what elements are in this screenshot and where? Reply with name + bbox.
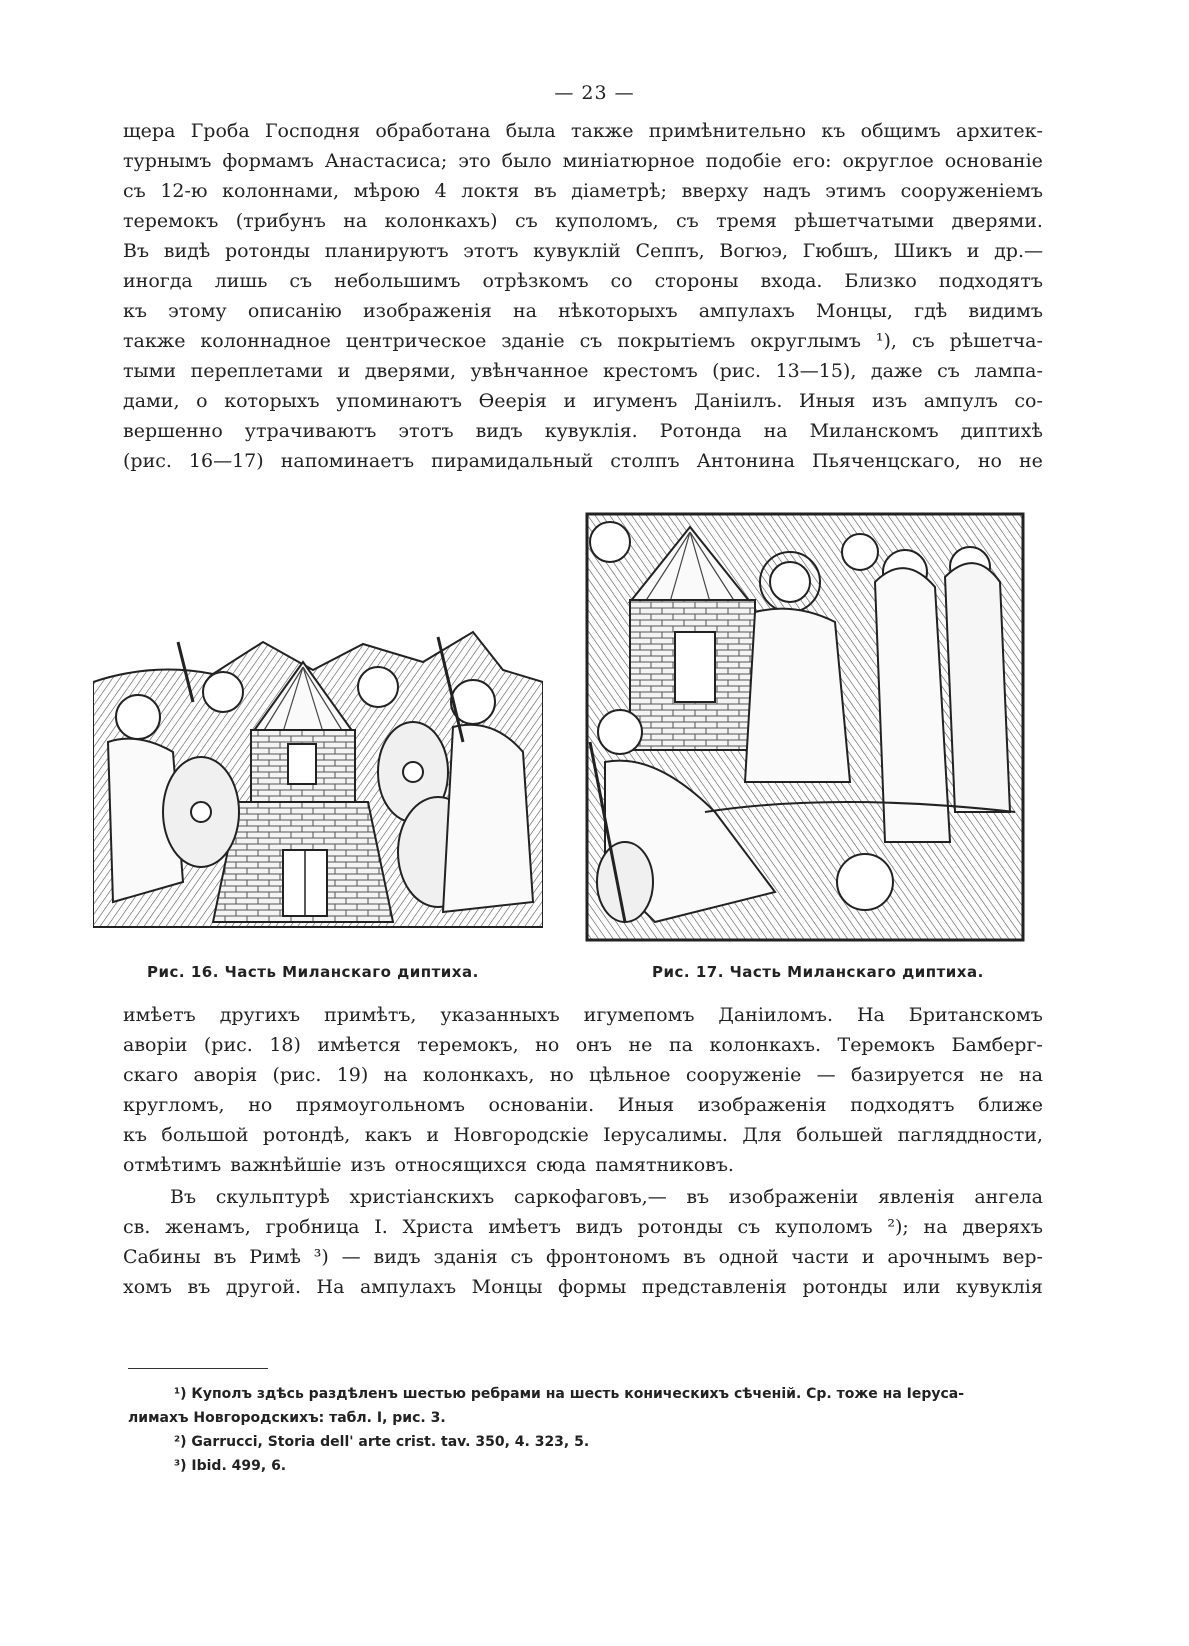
- footnote-separator: [128, 1368, 268, 1369]
- figure-16-caption: Рис. 16. Часть Миланскаго диптиха.: [147, 963, 479, 981]
- footnotes: [128, 1382, 1043, 1478]
- text-line: кругломъ, но прямоугольномъ основаніи. Иныя изображенія подходятъ ближе: [123, 1094, 1043, 1116]
- footnote-1-line-1: ¹) Куполъ здѣсь раздѣленъ шестью ребрами на шесть коническихъ сѣченій. Ср. тоже на Іерусa-: [174, 1386, 965, 1402]
- page-number: — 23 —: [554, 82, 635, 104]
- text-line: съ 12-ю колоннами, мѣрою 4 локтя въ діаметрѣ; вверху надъ этимъ сооруженіемъ: [123, 180, 1043, 202]
- text-line: Въ видѣ ротонды планируютъ этотъ кувуклій Сеппъ, Вогюэ, Гюбшъ, Шикъ и др.—: [123, 240, 1043, 262]
- text-line: св. женамъ, гробница І. Христа имѣетъ видъ ротонды съ куполомъ ²); на дверяхъ: [123, 1216, 1043, 1238]
- text-line: хомъ въ другой. На ампулахъ Монцы формы представленія ротонды или кувуклія: [123, 1276, 1043, 1298]
- text-line: къ этому описанію изображенія на нѣкоторыхъ ампулахъ Монцы, гдѣ видимъ: [123, 300, 1043, 322]
- text-line: дами, о которыхъ упоминаютъ Ѳеерія и игуменъ Даніилъ. Иныя изъ ампулъ со-: [123, 390, 1043, 412]
- text-line: скаго аворія (рис. 19) на колонкахъ, но цѣльное сооруженіе — базируется не на: [123, 1064, 1043, 1086]
- text-line: теремокъ (трибунъ на колонкахъ) съ куполомъ, съ тремя рѣшетчатыми дверями.: [123, 210, 1043, 232]
- text-line: Въ скульптурѣ христіанскихъ саркофаговъ,— въ изображеніи явленія ангела: [170, 1186, 1043, 1208]
- last-paragraph: [123, 1182, 1043, 1302]
- text-line: (рис. 16—17) напоминаетъ пирамидальный столпъ Антонина Пьяченцскаго, но не: [123, 450, 1043, 472]
- text-line: иногда лишь съ небольшимъ отрѣзкомъ со стороны входа. Близко подходятъ: [123, 270, 1043, 292]
- text-line: вершенно утрачиваютъ этотъ видъ кувуклія. Ротонда на Миланскомъ диптихѣ: [123, 420, 1043, 442]
- middle-paragraph: [123, 1000, 1043, 1180]
- footnote-3: ³) Ibid. 499, 6.: [174, 1458, 287, 1474]
- footnote-1-line-2: лимахъ Новгородскихъ: табл. I, рис. 3.: [128, 1410, 446, 1426]
- text-line: Сабины въ Римѣ ³) — видъ зданія съ фронтономъ въ одной части и арочнымъ вер-: [123, 1246, 1043, 1268]
- footnote-2: ²) Garrucci, Storia dell' arte crist. tav. 350, 4. 323, 5.: [174, 1434, 590, 1450]
- text-line: къ большой ротондѣ, какъ и Новгородскіе Іерусалимы. Для большей пагляддности,: [123, 1124, 1043, 1146]
- figure-17-caption: Рис. 17. Часть Миланскаго диптиха.: [652, 963, 984, 981]
- text-line: также колоннадное центрическое зданіе съ покрытіемъ округлымъ ¹), съ рѣшетча-: [123, 330, 1043, 352]
- text-line: щера Гроба Господня обработана была также примѣнительно къ общимъ архитек-: [123, 120, 1043, 142]
- text-line: тыми переплетами и дверями, увѣнчанное крестомъ (рис. 13—15), даже съ лампа-: [123, 360, 1043, 382]
- text-line: аворіи (рис. 18) имѣется теремокъ, но онъ не па колонкахъ. Теремокъ Бамберг-: [123, 1034, 1043, 1056]
- top-paragraph: [123, 116, 1043, 476]
- text-line: турнымъ формамъ Анастасиса; это было миніатюрное подобіе его: округлое основаніе: [123, 150, 1043, 172]
- text-line: имѣетъ другихъ примѣтъ, указанныхъ игумепомъ Даніиломъ. На Британскомъ: [123, 1004, 1043, 1026]
- figure-16-engraving: [93, 622, 543, 942]
- figure-17-engraving: [585, 512, 1025, 942]
- text-line: отмѣтимъ важнѣйшіе изъ относящихся сюда памятниковъ.: [123, 1154, 734, 1176]
